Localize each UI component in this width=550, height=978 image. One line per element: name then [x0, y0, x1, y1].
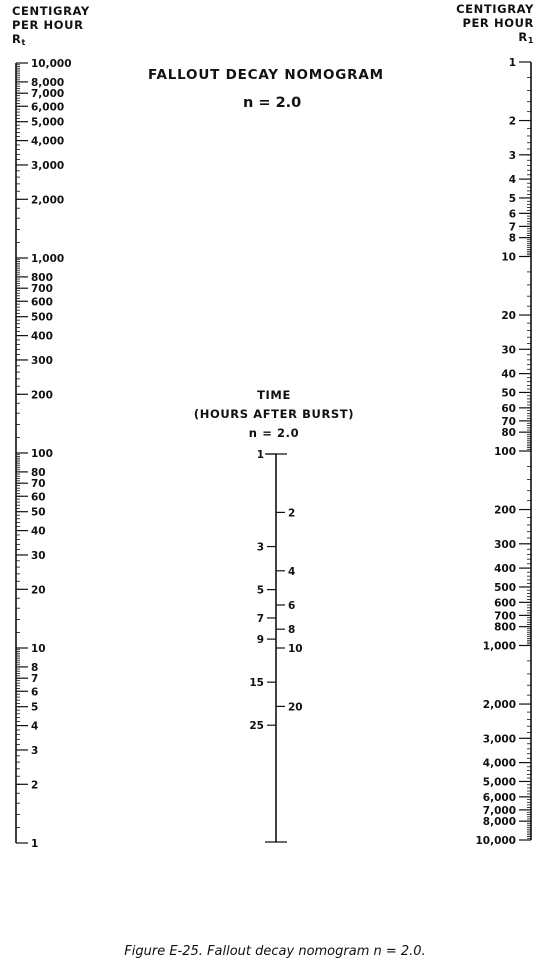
right-scale — [475, 57, 531, 847]
right-tick-label: 60 — [501, 402, 516, 415]
right-tick-label: 4,000 — [482, 757, 516, 770]
right-tick-label: 5 — [508, 192, 516, 205]
left-tick-label: 800 — [31, 271, 53, 284]
right-tick-label: 100 — [494, 446, 516, 458]
time-left-label: 3 — [256, 541, 264, 554]
right-tick-label: 300 — [494, 538, 516, 551]
right-tick-label: 40 — [501, 368, 516, 381]
right-tick-label: 500 — [494, 581, 516, 594]
right-tick-label: 80 — [501, 427, 516, 440]
center-scale — [249, 449, 302, 842]
right-tick-label: 7,000 — [482, 804, 516, 817]
left-tick-label: 40 — [31, 525, 46, 538]
time-left-label: 7 — [256, 612, 264, 625]
left-tick-label: 7,000 — [31, 88, 65, 101]
right-symbol-subscript: 1 — [527, 36, 534, 45]
left-tick-label: 1 — [31, 838, 39, 850]
right-header-line1: CENTIGRAY — [456, 2, 534, 16]
right-tick-label: 3 — [508, 149, 516, 162]
right-tick-label: 800 — [494, 621, 516, 634]
left-tick-label: 8 — [31, 661, 39, 674]
left-tick-label: 5 — [31, 701, 39, 714]
left-tick-label: 2,000 — [31, 194, 65, 207]
right-tick-label: 7 — [508, 221, 516, 234]
right-tick-label: 70 — [501, 415, 516, 428]
right-tick-label: 2,000 — [482, 699, 516, 712]
left-tick-label: 4 — [31, 720, 39, 733]
right-tick-label: 30 — [501, 344, 516, 357]
time-left-label: 9 — [256, 634, 264, 647]
left-tick-label: 5,000 — [31, 116, 65, 129]
time-left-label: 15 — [249, 677, 264, 690]
time-label-line3: n = 2.0 — [248, 426, 300, 440]
left-tick-label: 50 — [31, 506, 46, 519]
left-tick-label: 500 — [31, 311, 53, 324]
left-tick-label: 80 — [31, 466, 46, 479]
right-tick-label: 20 — [501, 310, 516, 323]
nomogram-formula: n = 2.0 — [243, 95, 302, 111]
left-header-line1: CENTIGRAY — [12, 4, 90, 18]
left-tick-label: 10,000 — [31, 58, 72, 70]
right-tick-label: 1,000 — [482, 640, 516, 653]
left-tick-label: 60 — [31, 491, 46, 504]
left-tick-label: 3,000 — [31, 159, 65, 172]
time-left-label: 25 — [249, 720, 264, 733]
left-tick-label: 10 — [31, 643, 46, 655]
right-tick-label: 8 — [508, 232, 516, 245]
right-tick-label: 200 — [494, 504, 516, 517]
right-tick-label: 2 — [508, 115, 516, 128]
right-tick-label: 5,000 — [482, 776, 516, 789]
left-tick-label: 6 — [31, 686, 39, 699]
left-symbol-subscript: t — [21, 38, 26, 47]
left-tick-label: 600 — [31, 296, 53, 309]
time-right-label: 20 — [288, 701, 303, 714]
right-tick-label: 10,000 — [475, 835, 516, 847]
left-tick-label: 300 — [31, 354, 53, 367]
left-tick-label: 70 — [31, 478, 46, 491]
time-right-label: 2 — [288, 507, 296, 520]
left-tick-label: 7 — [31, 673, 39, 686]
left-tick-label: 400 — [31, 330, 53, 343]
left-tick-label: 2 — [31, 779, 39, 792]
right-symbol: R — [518, 30, 528, 44]
right-tick-label: 10 — [501, 251, 516, 264]
time-left-label: 5 — [256, 584, 264, 597]
right-tick-label: 6,000 — [482, 791, 516, 804]
left-symbol: R — [12, 32, 22, 46]
figure-caption: Figure E-25. Fallout decay nomogram n = 2.0. — [124, 944, 426, 959]
left-tick-label: 1,000 — [31, 253, 65, 265]
time-left-label: 1 — [256, 449, 264, 461]
right-tick-label: 8,000 — [482, 816, 516, 829]
left-header-line2: PER HOUR — [12, 18, 84, 32]
time-label-line2: (HOURS AFTER BURST) — [193, 407, 355, 421]
time-right-label: 6 — [288, 599, 296, 612]
left-tick-label: 6,000 — [31, 101, 65, 114]
right-tick-label: 600 — [494, 597, 516, 610]
right-tick-label: 6 — [508, 208, 516, 221]
right-tick-label: 50 — [501, 387, 516, 400]
time-right-label: 8 — [288, 624, 296, 637]
left-tick-label: 20 — [31, 584, 46, 597]
left-tick-label: 100 — [31, 448, 53, 460]
right-tick-label: 3,000 — [482, 733, 516, 746]
right-tick-label: 400 — [494, 563, 516, 576]
left-tick-label: 200 — [31, 389, 53, 402]
right-tick-label: 700 — [494, 610, 516, 623]
time-right-label: 10 — [288, 643, 303, 655]
right-header-line2: PER HOUR — [462, 16, 534, 30]
time-right-label: 4 — [288, 565, 296, 578]
left-tick-label: 3 — [31, 744, 39, 757]
time-label-line1: TIME — [257, 388, 291, 402]
nomogram-title: FALLOUT DECAY NOMOGRAM — [148, 67, 384, 83]
right-tick-label: 1 — [508, 57, 516, 69]
left-scale — [16, 58, 72, 850]
left-tick-label: 4,000 — [31, 135, 65, 148]
left-tick-label: 700 — [31, 283, 53, 296]
left-tick-label: 30 — [31, 549, 46, 562]
left-tick-label: 8,000 — [31, 76, 65, 89]
right-tick-label: 4 — [508, 174, 516, 187]
